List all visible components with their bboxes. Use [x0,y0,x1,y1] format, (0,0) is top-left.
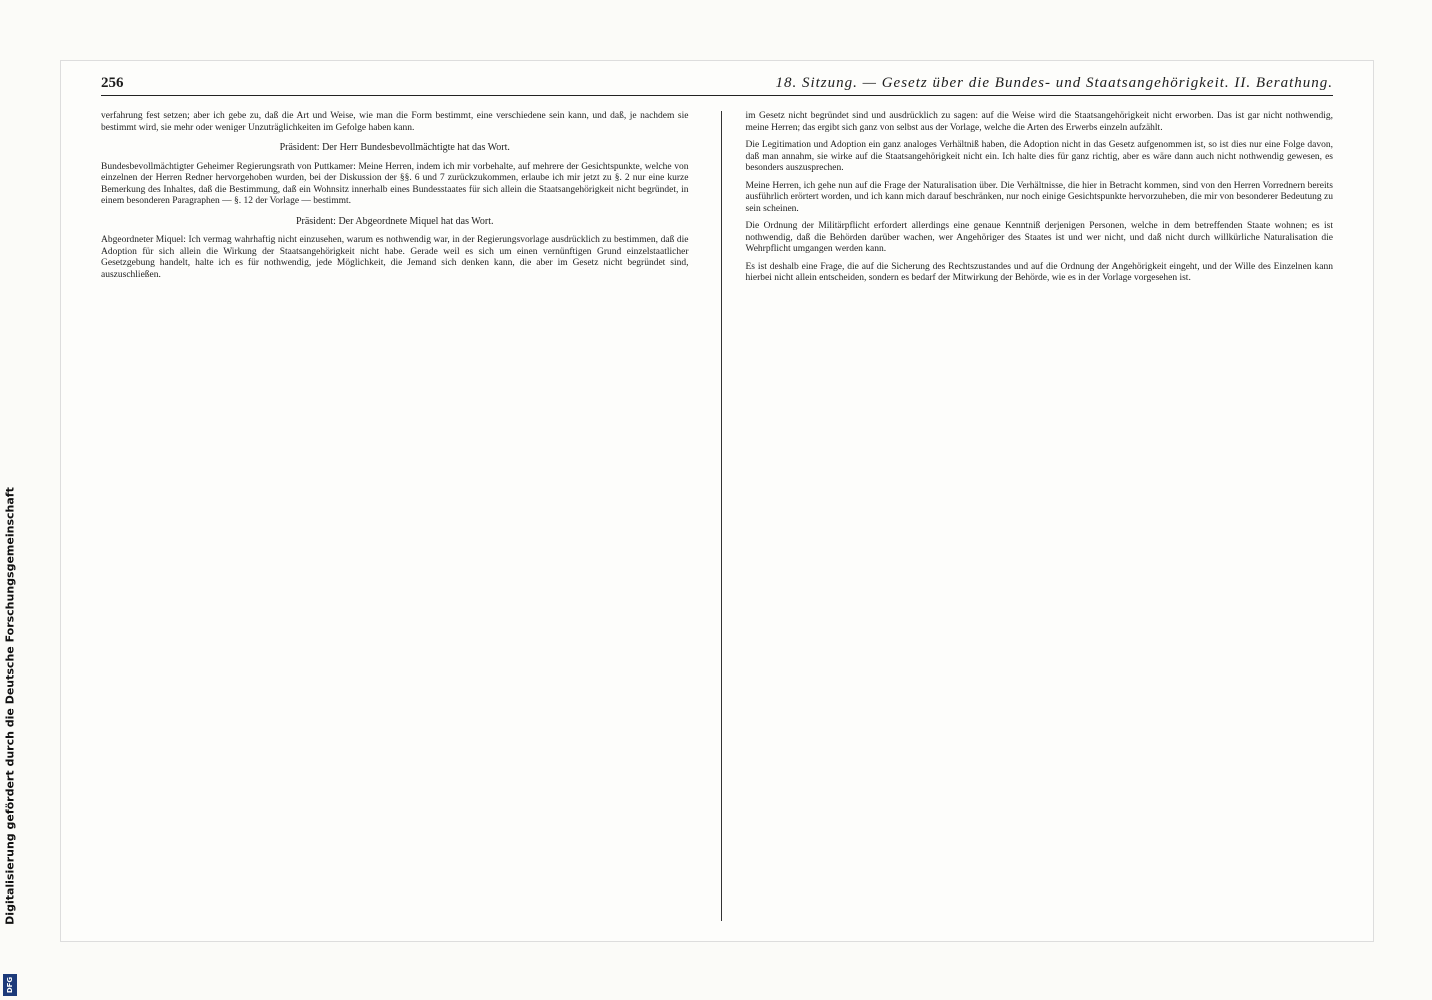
document-page [60,60,1374,942]
text-columns [101,111,1333,921]
running-head [101,71,1333,96]
right-column [721,111,1334,921]
digitization-note [1,426,19,986]
speaker-heading: Präsident: Der Abgeordnete Miquel hat das Wort. [295,215,494,227]
left-column [101,111,689,921]
dfg-logo [3,974,17,996]
page-number: 256 [101,74,124,91]
paragraph: Die Ordnung der Militärpflicht erfordert allerdings eine genaue Kenntniß derjenigen Personen, welche in dem betreffenden Staate wohnen; es ist nothwendig, daß die Behörden darüber wachen, wer Angehöriger des Staates ist und wer nicht, und daß nicht durch willkürliche Naturalisation die Wehrpflicht umgangen werden kann. [745,221,1333,254]
paragraph: Abgeordneter Miquel: Ich vermag wahrhaftig nicht einzusehen, warum es nothwendig war, in der Regierungsvorlage ausdrücklich zu bestimmen, daß die Adoption für sich allein die Wirkung der Staatsangehörigkeit nicht habe. Gerade weil es sich um einen vernünftigen Grund einzelstaatlicher Gesetzgebung handelt, halte ich es für nothwendig, jede Möglichkeit, die Jemand sich denken kann, die aber im Gesetz nicht begründet sind, auszuschließen. [101,235,689,280]
dfg-logo-text: DFG [6,976,14,994]
digitization-note-text: Digitalisierung gefördert durch die Deutsche Forschungsgemeinschaft [3,487,17,925]
paragraph: Die Legitimation und Adoption ein ganz analoges Verhältniß haben, die Adoption nicht in das Gesetz aufgenommen ist, so ist dies nur eine Folge davon, daß man annahm, sie wirke auf die Staatsangehörigkeit nicht ein. Ich halte dies für ganz richtig, aber es wäre dann auch nicht nothwendig gewesen, es besonders auszusprechen. [745,140,1333,173]
paragraph: Bundesbevollmächtigter Geheimer Regierungsrath von Puttkamer: Meine Herren, indem ich mir vorbehalte, auf mehrere der Gesichtspunkte, welche von einzelnen der Herren Redner hervorgehoben wurden, bei der Diskussion der §§. 6 und 7 zurückzukommen, erlaube ich mir jetzt zu §. 2 nur eine kurze Bemerkung des Inhaltes, daß die Bestimmung, daß ein Wohnsitz innerhalb eines Bundesstaates für sich allein die Staatsangehörigkeit nicht begründet, in einem besonderen Paragraphen — §. 12 der Vorlage — bestimmt. [101,161,689,206]
page-title: 18. Sitzung. — Gesetz über die Bundes- und Staatsangehörigkeit. II. Berathung. [775,74,1333,91]
paragraph: verfahrung fest setzen; aber ich gebe zu, daß die Art und Weise, wie man die Form bestimmt, eine verschiedene sein kann, und daß, je nachdem sie bestimmt wird, sie mehr oder weniger Unzuträglichkeiten im Gefolge haben kann. [101,111,689,133]
paragraph: Es ist deshalb eine Frage, die auf die Sicherung des Rechtszustandes und auf die Ordnung der Angehörigkeit eingeht, und der Wille des Einzelnen kann hierbei nicht allein entscheiden, sondern es bedarf der Mitwirkung der Behörde, wie es in der Vorlage vorgesehen ist. [745,261,1333,283]
paragraph: Meine Herren, ich gehe nun auf die Frage der Naturalisation über. Die Verhältnisse, die hier in Betracht kommen, sind von den Herren Vorrednern bereits ausführlich erörtert worden, und ich kann mich darauf beschränken, nur noch einige Gesichtspunkte hervorzuheben, die mir von besonderer Bedeutung zu sein scheinen. [745,180,1333,214]
speaker-heading: Präsident: Der Herr Bundesbevollmächtigte hat das Wort. [279,142,510,153]
paragraph: im Gesetz nicht begründet sind und ausdrücklich zu sagen: auf die Weise wird die Staatsangehörigkeit nicht erworben. Das ist gar nicht nothwendig, meine Herren; das ergibt sich ganz von selbst aus der Vorlage, welche die Arten des Erwerbs einzeln aufzählt. [745,111,1333,133]
